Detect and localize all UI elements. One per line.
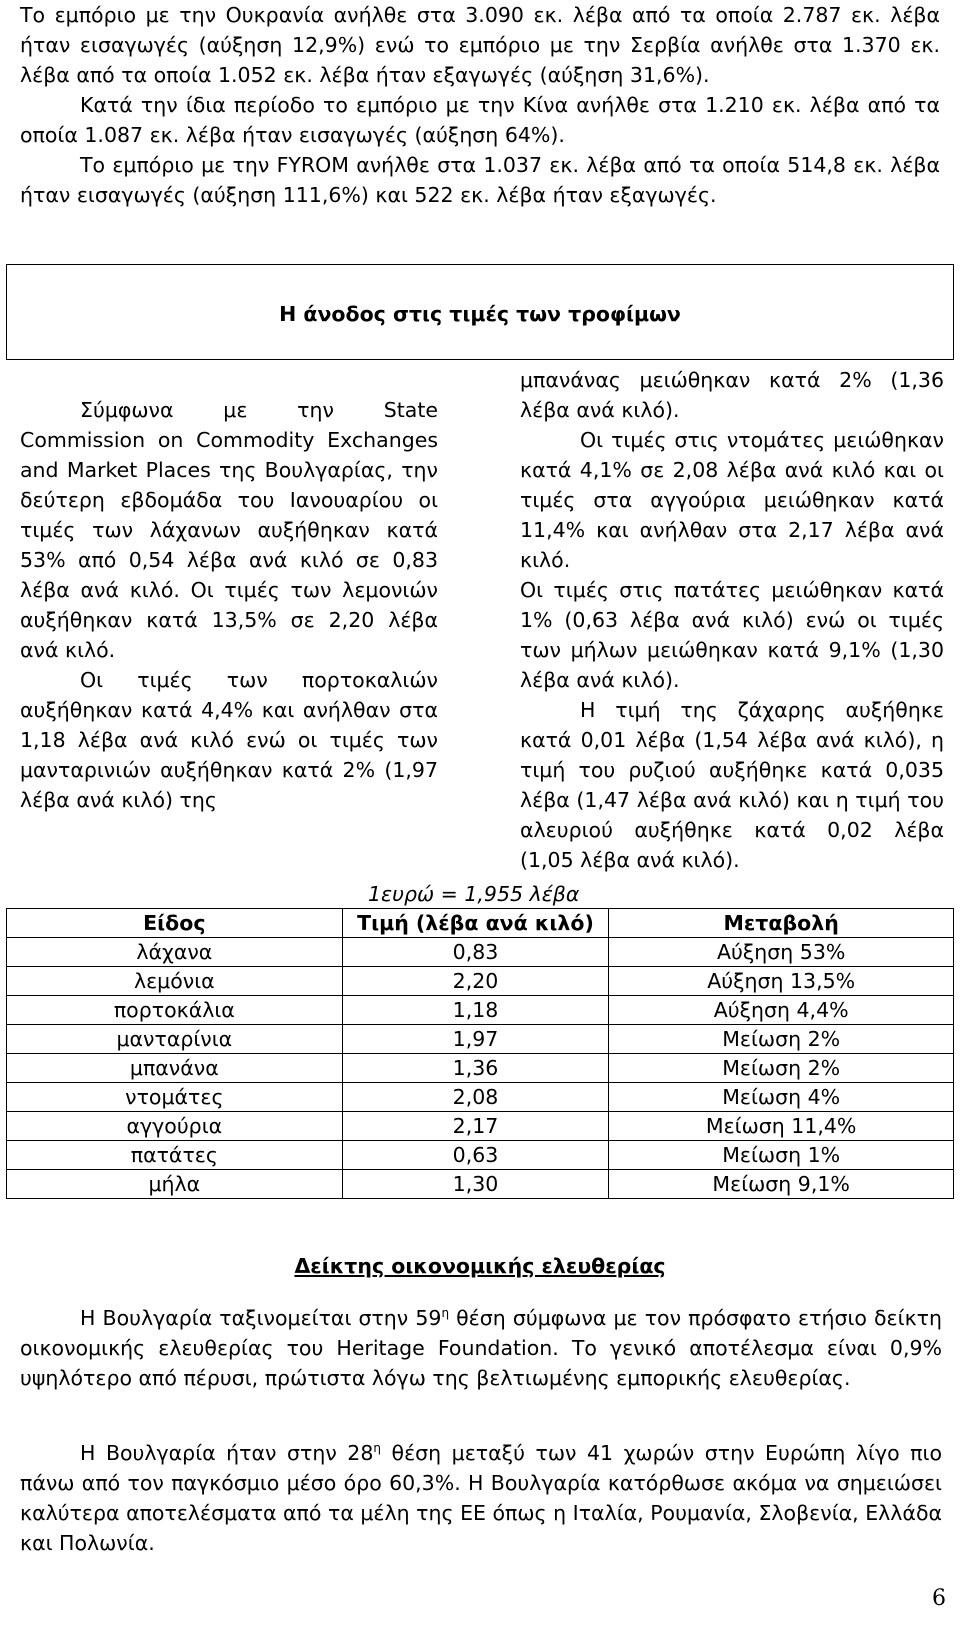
freedom-p2-text-a: Η Βουλγαρία ήταν στην 28 [80,1441,374,1465]
header-item: Είδος [7,909,343,938]
cell-change: Μείωση 2% [609,1054,954,1083]
table-row [7,1054,954,1083]
cell-change: Αύξηση 53% [609,938,954,967]
cell-price: 1,18 [342,996,609,1025]
table-row [7,967,954,996]
table-row [7,1170,954,1199]
table-row [7,1112,954,1141]
left-column [20,395,438,815]
left-paragraph-1: Σύμφωνα με την State Commission on Commodity Exchanges and Market Places της Βουλγαρίας, την δεύτερη εβδομάδα του Ιανουαρίου οι τιμές των λάχανων αυξήθηκαν κατά 53% από 0,54 λέβα ανά κιλό σε 0,83 λέβα ανά κιλό. Οι τιμές των λεμονιών αυξήθηκαν κατά 13,5% σε 2,20 λέβα ανά κιλό. [20,398,438,662]
cell-price: 2,20 [342,967,609,996]
cell-price: 0,63 [342,1141,609,1170]
cell-change: Μείωση 2% [609,1025,954,1054]
freedom-p1-text-a: Η Βουλγαρία ταξινομείται στην 59 [80,1306,442,1330]
exchange-rate-note: 1ευρώ = 1,955 λέβα [368,882,580,906]
cell-change: Μείωση 1% [609,1141,954,1170]
table-row [7,1083,954,1112]
fyrom-paragraph: Το εμπόριο με την FYROM ανήλθε στα 1.037 εκ. λέβα από τα οποία 514,8 εκ. λέβα ήταν εισαγωγές (αύξηση 111,6%) και 522 εκ. λέβα ήταν εξαγωγές. [20,153,940,207]
header-change: Μεταβολή [609,909,954,938]
cell-change: Μείωση 11,4% [609,1112,954,1141]
cell-price: 0,83 [342,938,609,967]
table-row [7,1141,954,1170]
cell-item: λεμόνια [7,967,343,996]
section-title-economic-freedom: Δείκτης οικονομικής ελευθερίας [294,1254,666,1278]
cell-change: Μείωση 4% [609,1083,954,1112]
intro-section [20,0,940,210]
ordinal-superscript: η [373,1441,382,1455]
cell-price: 1,30 [342,1170,609,1199]
freedom-p1-text-b: θέση σύμφωνα με τον πρόσφατο ετήσιο δείκτη οικονομικής ελευθερίας του Heritage Foundation. Το γενικό αποτέλεσμα είναι 0,9% υψηλότερο από πέρυσι, πρώτιστα λόγω της βελτιωμένης εμπορικής ελευθερίας. [20,1306,942,1390]
food-prices-table [6,908,954,1199]
section-title-food-prices: Η άνοδος στις τιμές των τροφίμων [279,302,681,326]
page-number: 6 [932,1586,946,1611]
cell-change: Αύξηση 4,4% [609,996,954,1025]
cell-item: πατάτες [7,1141,343,1170]
cell-price: 2,17 [342,1112,609,1141]
header-price: Τιμή (λέβα ανά κιλό) [342,909,609,938]
intro-paragraph: Το εμπόριο με την Ουκρανία ανήλθε στα 3.090 εκ. λέβα από τα οποία 2.787 εκ. λέβα ήταν εισαγωγές (αύξηση 12,9%) ενώ το εμπόριο με την Σερβία ανήλθε στα 1.370 εκ. λέβα από τα οποία 1.052 εκ. λέβα ήταν εξαγωγές (αύξηση 31,6%). [20,3,940,87]
table-header-row [7,909,954,938]
left-paragraph-2: Οι τιμές των πορτοκαλιών αυξήθηκαν κατά 4,4% και ανήλθαν στα 1,18 λέβα ανά κιλό ενώ οι τιμές των μανταρινιών αυξήθηκαν κατά 2% (1,97 λέβα ανά κιλό) της [20,668,438,812]
freedom-p2-text-b: θέση μεταξύ των 41 χωρών στην Ευρώπη λίγο πιο πάνω από τον παγκόσμιο μέσο όρο 60,3%. Η Βουλγαρία κατόρθωσε ακόμα να σημειώσει καλύτερα αποτελέσματα από τα μέλη της ΕΕ όπως η Ιταλία, Ρουμανία, Σλοβενία, Ελλάδα και Πολωνία. [20,1441,942,1555]
right-paragraph-1: Οι τιμές στις ντομάτες μειώθηκαν κατά 4,1% σε 2,08 λέβα ανά κιλό και οι τιμές στα αγγούρια μειώθηκαν κατά 11,4% και ανήλθαν στα 2,17 λέβα ανά κιλό. [520,428,944,572]
china-paragraph: Κατά την ίδια περίοδο το εμπόριο με την Κίνα ανήλθε στα 1.210 εκ. λέβα από τα οποία 1.087 εκ. λέβα ήταν εισαγωγές (αύξηση 64%). [20,93,940,147]
right-paragraph-3: Η τιμή της ζάχαρης αυξήθηκε κατά 0,01 λέβα (1,54 λέβα ανά κιλό), η τιμή του ρυζιού αυξήθηκε κατά 0,035 λέβα (1,47 λέβα ανά κιλό) και η τιμή του αλευριού αυξήθηκε κατά 0,02 λέβα (1,05 λέβα ανά κιλό). [520,698,944,872]
right-paragraph-2: Οι τιμές στις πατάτες μειώθηκαν κατά 1% (0,63 λέβα ανά κιλό) ενώ οι τιμές των μήλων μειώθηκαν κατά 9,1% (1,30 λέβα ανά κιλό). [520,578,944,692]
table-row [7,1025,954,1054]
cell-item: αγγούρια [7,1112,343,1141]
cell-item: μήλα [7,1170,343,1199]
ordinal-superscript: η [441,1306,450,1320]
cell-item: μανταρίνια [7,1025,343,1054]
table-row [7,938,954,967]
freedom-paragraph-2 [20,1438,942,1558]
cell-price: 2,08 [342,1083,609,1112]
cell-item: λάχανα [7,938,343,967]
cell-item: μπανάνα [7,1054,343,1083]
cell-change: Αύξηση 13,5% [609,967,954,996]
right-paragraph-0: μπανάνας μειώθηκαν κατά 2% (1,36 λέβα ανά κιλό). [520,368,944,422]
freedom-paragraph-1 [20,1303,942,1393]
cell-item: πορτοκάλια [7,996,343,1025]
cell-price: 1,36 [342,1054,609,1083]
cell-item: ντομάτες [7,1083,343,1112]
table-row [7,996,954,1025]
cell-price: 1,97 [342,1025,609,1054]
right-column [520,365,944,875]
section-heading-box [6,264,954,360]
cell-change: Μείωση 9,1% [609,1170,954,1199]
